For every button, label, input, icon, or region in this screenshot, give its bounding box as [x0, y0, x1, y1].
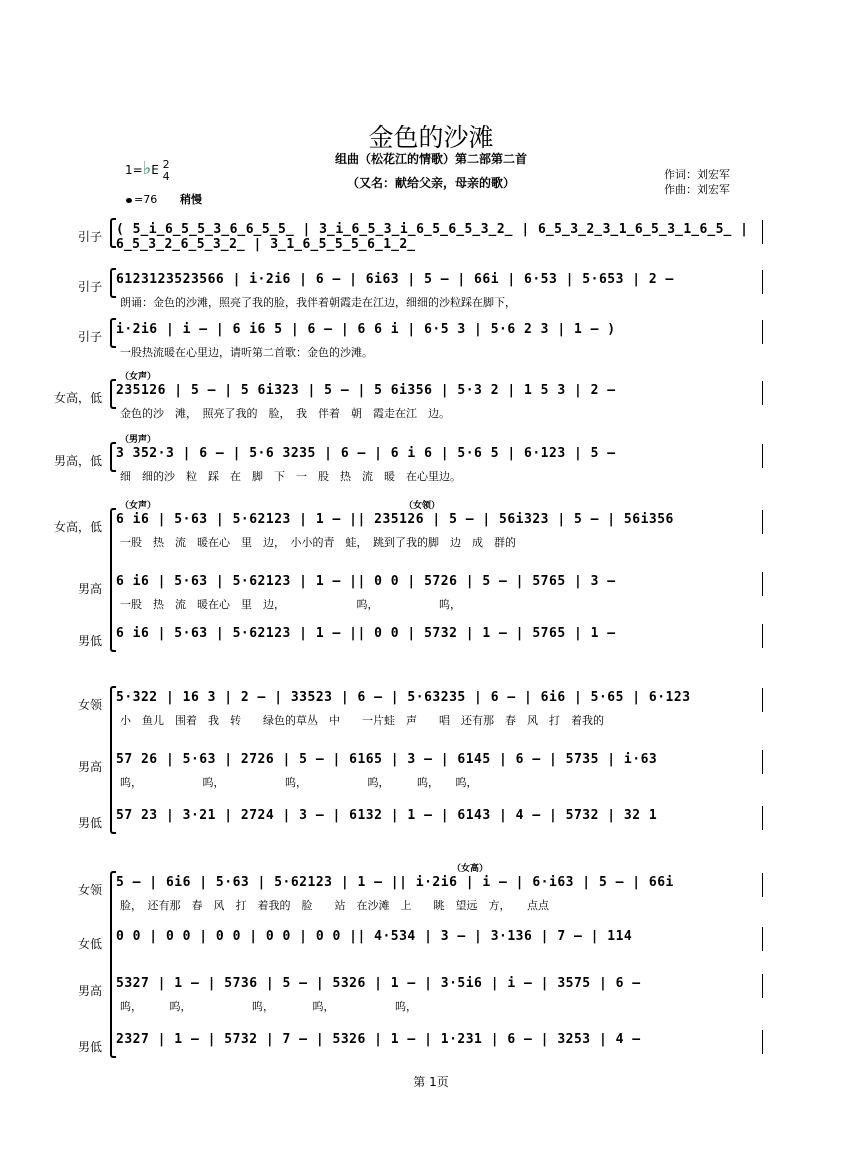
barline [762, 270, 763, 294]
jianpu-notes: ( 5̲i̲6̲5̲5̲3̲6̲6̲5̲5̲ | 3̲i̲6̲5̲3̲i̲6̲5̲6̲5̲3̲2̲ | 6̲5̲3̲2̲3̲1̲6̲5̲3̲1̲6̲5̲ | 6̲5̲3̲2̲6̲5̲3̲2̲ | 3̲1̲6̲5̲5̲5̲6̲1̲2̲ [116, 222, 749, 252]
part-label: 男高，低 [53, 454, 102, 468]
key-signature [125, 158, 170, 183]
jianpu-notes: 3 352·3 | 6 – | 5·6 3235 | 6 – | 6 i 6 | 5·6 5 | 6·123 | 5 – [116, 446, 616, 461]
barline [762, 624, 763, 648]
part-label: 女领 [77, 883, 102, 897]
alternate-title: （又名：献给父亲，母亲的歌） [346, 176, 515, 190]
staff-row [0, 272, 862, 309]
system-bracket [110, 268, 116, 298]
part-label: 男高 [77, 760, 102, 774]
jianpu-notes: 6123123523566 | i·2i6 | 6 – | 6i63 | 5 – | 66i | 6·53 | 5·653 | 2 – [116, 272, 674, 287]
part-label: 女高，低 [53, 520, 102, 534]
jianpu-notes: 6 i6 | 5·63 | 5·62123 | 1 – || 235126 | 5 – | 56i323 | 5 – | 56i356 [116, 512, 674, 527]
barline [762, 510, 763, 534]
barline [762, 572, 763, 596]
lyric-line: 一股热流暖在心里边，请听第二首歌：金色的沙滩。 [120, 346, 373, 359]
key-prefix: 1= [125, 163, 143, 177]
system-bracket [110, 318, 116, 348]
jianpu-notes: 57 26 | 5·63 | 2726 | 5 – | 6165 | 3 – | 6145 | 6 – | 5735 | i·63 [116, 752, 658, 767]
barline [762, 220, 763, 244]
lyric-line: 呜， 呜， 呜， 呜， 呜， [120, 1000, 417, 1013]
voice-cue: （女声） [120, 372, 157, 382]
flat-icon: ♭ [142, 158, 152, 179]
lyric-line: 细 细的沙 粒 踩 在 脚 下 一 股 热 流 暖 在心里边。 [120, 470, 461, 483]
lyric-line: 朗诵：金色的沙滩，照亮了我的脸，我伴着朝霞走在江边，细细的沙粒踩在脚下， [120, 296, 516, 309]
lyric-line: 金色的沙 滩， 照亮了我的 脸， 我 伴着 朝 霞走在江 边。 [120, 407, 450, 420]
barline [762, 1030, 763, 1054]
lyric-line: 呜， 呜， 呜， 呜， 呜， 呜， [120, 776, 478, 789]
song-title: 金色的沙滩 [368, 123, 494, 152]
time-signature-top: 2 [162, 157, 170, 171]
lyric-line: 一股 热 流 暖在心 里 边， 小小的青 蛙， 跳到了我的脚 边 成 群的 [120, 536, 516, 549]
staff-row [0, 864, 862, 912]
part-label: 女高，低 [53, 391, 102, 405]
lyric-line: 小 鱼儿 围着 我 转 绿色的草丛 中 一片蛙 声 唱 还有那 春 风 打 着我的 [120, 714, 604, 727]
system-bracket [110, 379, 116, 409]
tempo-marking: 稍慢 [180, 193, 202, 206]
part-label: 男高 [77, 582, 102, 596]
staff-row [0, 222, 862, 252]
system-bracket [110, 686, 116, 834]
system-bracket [110, 508, 116, 652]
jianpu-notes: 57 23 | 3·21 | 2724 | 3 – | 6132 | 1 – | 6143 | 4 – | 5732 | 32 1 [116, 808, 658, 823]
jianpu-notes: 5327 | 1 – | 5736 | 5 – | 5326 | 1 – | 3·5i6 | i – | 3575 | 6 – [116, 976, 641, 991]
voice-cue: （女声） [120, 501, 157, 511]
part-label: 女领 [77, 698, 102, 712]
jianpu-notes: 235126 | 5 – | 5 6i323 | 5 – | 5 6i356 | 5·3 2 | 1 5 3 | 2 – [116, 383, 616, 398]
staff-row [0, 574, 862, 611]
tempo-value: =76 [134, 193, 158, 206]
staff-row [0, 501, 862, 549]
part-label: 引子 [77, 330, 102, 344]
jianpu-notes: 6 i6 | 5·63 | 5·62123 | 1 – || 0 0 | 5726 | 5 – | 5765 | 3 – [116, 574, 616, 589]
composer-credit: 作曲：刘宏军 [664, 183, 730, 196]
lyric-line: 脸， 还有那 春 风 打 着我的 脸 站 在沙滩 上 眺 望远 方， 点点 [120, 899, 549, 912]
staff-row [0, 626, 862, 656]
barline [762, 806, 763, 830]
page-number: 第 1页 [413, 1075, 449, 1089]
system-bracket [110, 218, 116, 248]
part-label: 女低 [77, 937, 102, 951]
staff-row [0, 752, 862, 789]
staff-row [0, 929, 862, 959]
part-label: 男高 [77, 984, 102, 998]
lyricist-credit: 作词：刘宏军 [664, 168, 730, 181]
staff-row [0, 372, 862, 420]
jianpu-notes: i·2i6 | i – | 6 i6 5 | 6 – | 6 6 i | 6·5 3 | 5·6 2 3 | 1 – ) [116, 322, 616, 337]
barline [762, 320, 763, 344]
barline [762, 873, 763, 897]
staff-row [0, 1032, 862, 1062]
voice-cue: （女高） [452, 864, 489, 874]
jianpu-notes: 5 – | 6i6 | 5·63 | 5·62123 | 1 – || i·2i6 | i – | 6·i63 | 5 – | 66i [116, 875, 674, 890]
key-letter: E [151, 163, 159, 177]
tempo-mark [126, 193, 157, 206]
jianpu-notes: 5·322 | 16 3 | 2 – | 33523 | 6 – | 5·63235 | 6 – | 6i6 | 5·65 | 6·123 [116, 690, 691, 705]
system-bracket [110, 871, 116, 1058]
barline [762, 688, 763, 712]
barline [762, 974, 763, 998]
barline [762, 750, 763, 774]
barline [762, 381, 763, 405]
staff-row [0, 976, 862, 1013]
jianpu-notes: 2327 | 1 – | 5732 | 7 – | 5326 | 1 – | 1·231 | 6 – | 3253 | 4 – [116, 1032, 641, 1047]
lyric-line: 一股 热 流 暖在心 里 边， 呜， 呜， [120, 598, 461, 611]
part-label: 引子 [77, 230, 102, 244]
jianpu-notes: 0 0 | 0 0 | 0 0 | 0 0 | 0 0 || 4·534 | 3 – | 3·136 | 7 – | 114 [116, 929, 633, 944]
barline [762, 444, 763, 468]
voice-cue: （女领） [404, 501, 441, 511]
system-bracket [110, 442, 116, 472]
jianpu-notes: 6 i6 | 5·63 | 5·62123 | 1 – || 0 0 | 5732 | 1 – | 5765 | 1 – [116, 626, 616, 641]
part-label: 男低 [77, 816, 102, 830]
part-label: 男低 [77, 634, 102, 648]
time-signature [163, 159, 170, 183]
staff-row [0, 322, 862, 359]
staff-row [0, 690, 862, 727]
song-subtitle: 组曲（松花江的情歌）第二部第二首 [334, 152, 527, 166]
time-signature-bottom: 4 [162, 169, 170, 183]
part-label: 男低 [77, 1040, 102, 1054]
staff-row [0, 808, 862, 838]
staff-row [0, 435, 862, 483]
barline [762, 927, 763, 951]
quarter-note-icon [126, 198, 132, 203]
voice-cue: （男声） [120, 435, 157, 445]
part-label: 引子 [77, 280, 102, 294]
